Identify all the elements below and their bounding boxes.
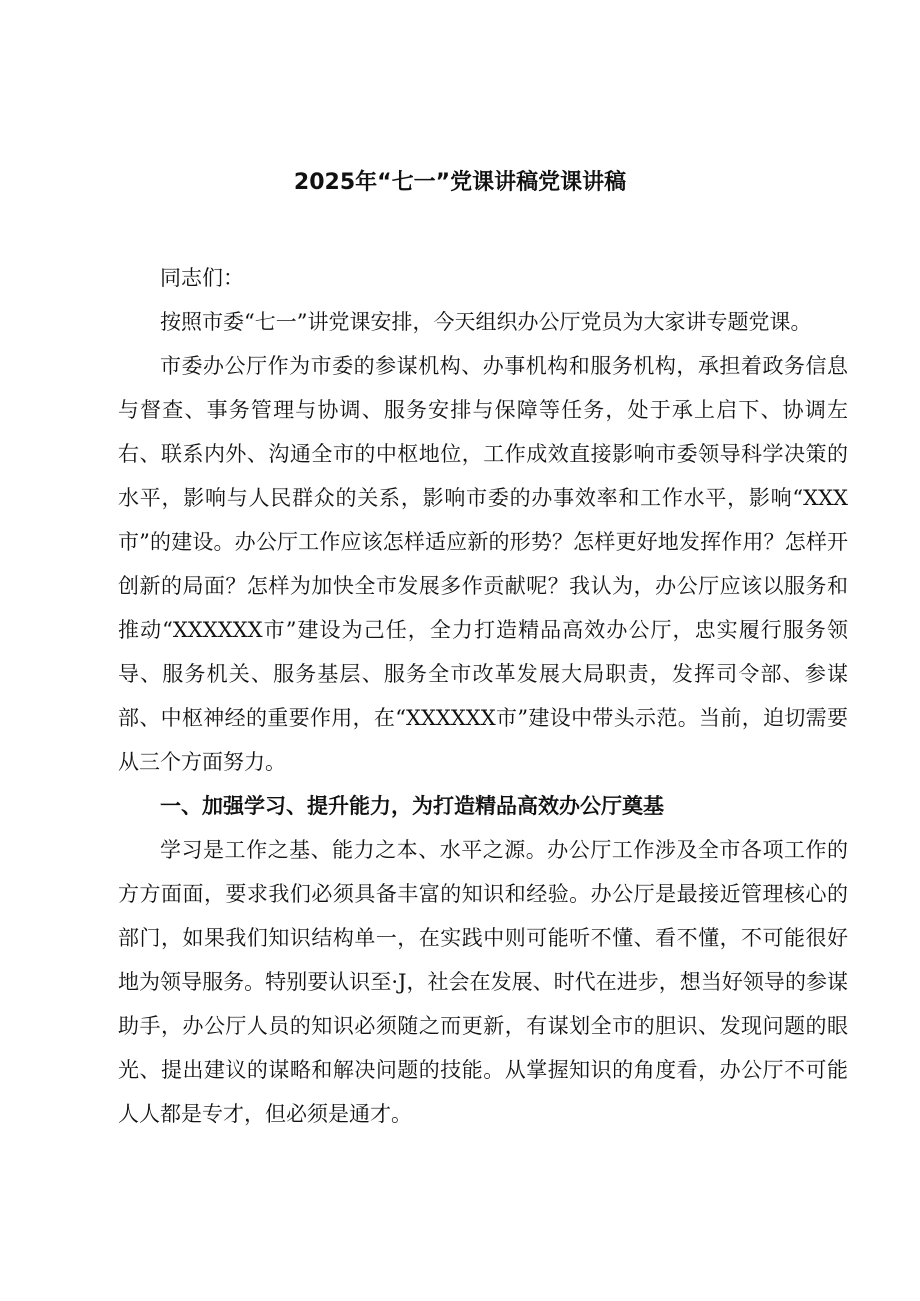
document-title: 2025年“七一”党课讲稿党课讲稿: [293, 170, 627, 195]
paragraph-study: 学习是工作之基、能力之本、水平之源。办公厅工作涉及全市各项工作的方方面面，要求我们必须具备丰富的知识和经验。办公厅是最接近管理核心的部门，如果我们知识结构单一，在实践中则可能听不懂、看不懂，不可能很好地为领导服务。特别要认识至·J，社会在发展、时代在进步，想当好领导的参谋助手，办公厅人员的知识必须随之而更新，有谋划全市的胆识、发现问题的眼光、提出建议的谋略和解决问题的技能。从掌握知识的角度看，办公厅不可能人人都是专才，但必须是通才。: [118, 838, 848, 1126]
greeting: 同志们：: [160, 266, 244, 290]
paragraph-office-role: 市委办公厅作为市委的参谋机构、办事机构和服务机构，承担着政务信息与督查、事务管理与协调、服务安排与保障等任务，处于承上启下、协调左右、联系内外、沟通全市的中枢地位，工作成效直接影响市委领导科学决策的水平，影响与人民群众的关系，影响市委的办事效率和工作水平，影响“XXX市”的建设。办公厅工作应该怎样适应新的形势？怎样更好地发挥作用？怎样开创新的局面？怎样为加快全市发展多作贡献呢？我认为，办公厅应该以服务和推动“XXXXXX市”建设为己任，全力打造精品高效办公厅，忠实履行服务领导、服务机关、服务基层、服务全市改革发展大局职责，发挥司令部、参谋部、中枢神经的重要作用，在“XXXXXX市”建设中带头示范。当前，迫切需要从三个方面努力。: [118, 354, 848, 774]
paragraph-arrangement: 按照市委“七一”讲党课安排，今天组织办公厅党员为大家讲专题党课。: [160, 310, 812, 334]
document-body: [118, 256, 848, 1136]
section-heading: 一、加强学习、提升能力，为打造精品高效办公厅奠基: [160, 794, 664, 818]
